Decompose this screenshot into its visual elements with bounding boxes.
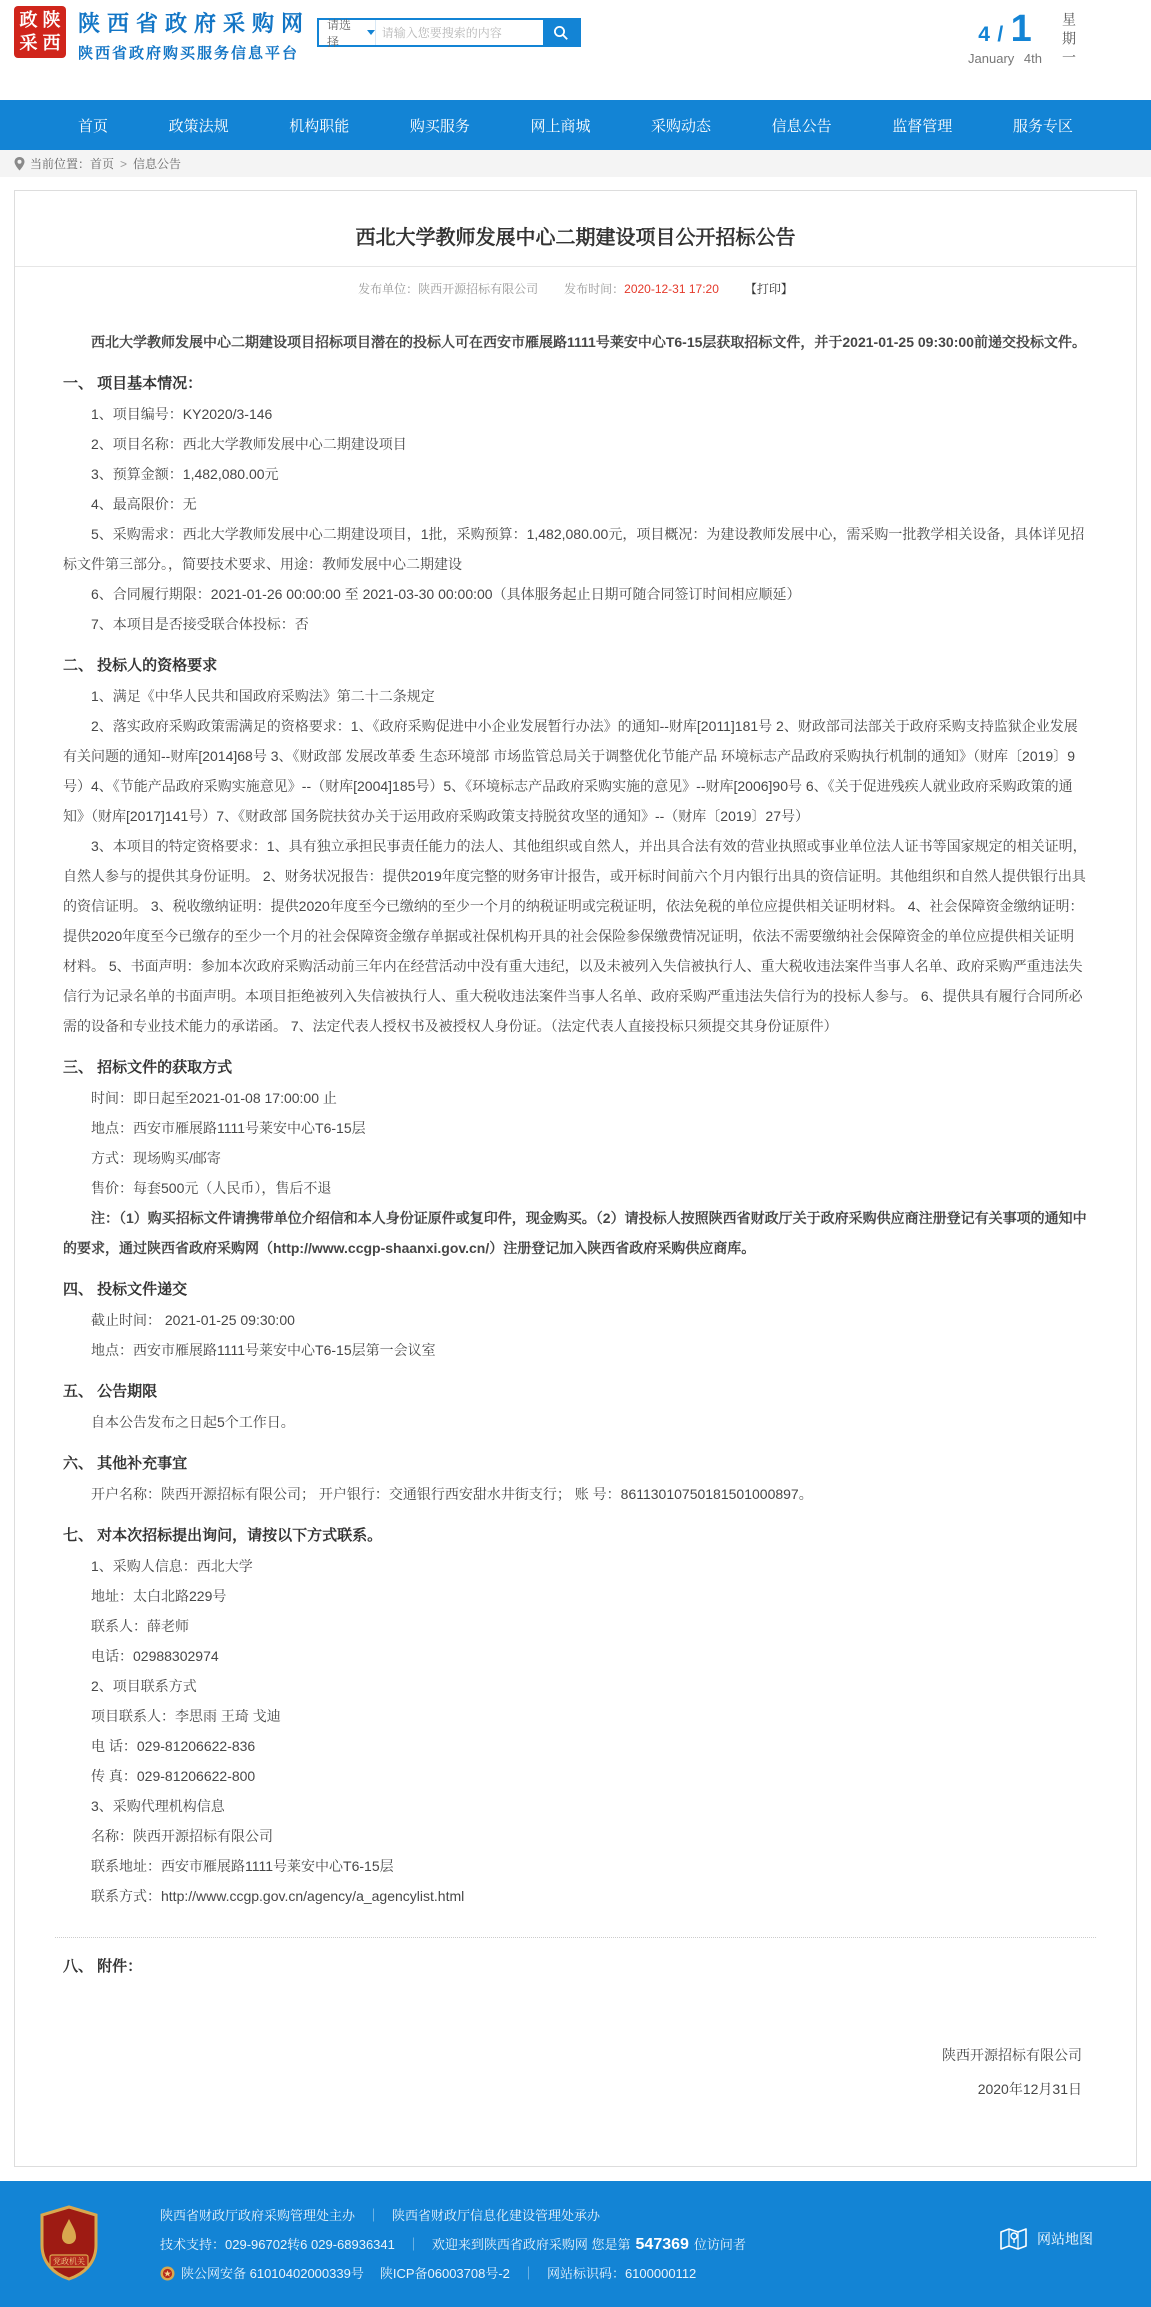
breadcrumb-label: 当前位置：: [30, 157, 91, 171]
section-heading: 八、 附件：: [63, 1958, 143, 1975]
date-day-ordinal: 4th: [1023, 51, 1042, 66]
page-title: 西北大学教师发展中心二期建设项目公开招标公告: [15, 191, 1136, 267]
date-slash: /: [997, 23, 1004, 46]
location-pin-icon: [14, 157, 25, 171]
paragraph: 1、采购人信息：西北大学: [91, 1558, 253, 1574]
tech-support: 技术支持：029-96702转6 029-68936341: [160, 2237, 395, 2252]
badge-label: 党政机关: [53, 2257, 85, 2266]
welcome-prefix: 欢迎来到陕西省政府采购网 您是第: [431, 2237, 631, 2252]
nav-item-8[interactable]: 监督管理: [892, 117, 953, 135]
search-icon: [553, 25, 569, 41]
paragraph: 6、合同履行期限：2021-01-26 00:00:00 至 2021-03-30 00:00:00（具体服务起止日期可随合同签订时间相应顺延）: [91, 586, 801, 602]
announcement-card: [14, 190, 1137, 2167]
paragraph: 3、预算金额：1,482,080.00元: [91, 466, 279, 482]
search-bar: [317, 18, 581, 47]
paragraph: 2、落实政府采购政策需满足的资格要求：1、《政府采购促进中小企业发展暂行办法》的通知--财库[2011]181号 2、财政部司法部关于政府采购支持监狱企业发展有关问题的通知--财库[2014]68号 3、《财政部 发展改革委 生态环境部 市场监管总局关于调整优化节能产品 环境标志产品政府采购执行机制的通知》（财库〔2019〕9号）4、《节能产品政府采购实施意见》--（财库[2004]185号）5、《环境标志产品政府采购实施的意见》--财库[2006]90号 6、《关于促进残疾人就业政府采购政策的通知》（财库[2017]141号）7、《财政部 国务院扶贫办关于运用政府采购政策支持脱贫攻坚的通知》--（财库〔2019〕27号）: [63, 718, 1078, 824]
footer: [0, 2181, 1151, 2307]
paragraph: 地址：太白北路229号: [91, 1588, 227, 1604]
site-logo-seal: [14, 6, 66, 58]
paragraph: 售价：每套500元（人民币），售后不退: [91, 1180, 332, 1196]
sponsor-right: 陕西省财政厅信息化建设管理处承办: [392, 2208, 601, 2223]
main-nav: [0, 100, 1151, 150]
footer-sponsor-line: [160, 2201, 746, 2230]
date-weekday: 星期一: [1061, 12, 1077, 69]
nav-item-3[interactable]: 机构职能: [289, 117, 350, 135]
nav-item-7[interactable]: 信息公告: [771, 117, 832, 135]
nav-item-4[interactable]: 购买服务: [409, 117, 470, 135]
breadcrumb-home-link[interactable]: 首页: [90, 157, 115, 171]
paragraph: 3、采购代理机构信息: [91, 1798, 225, 1814]
logo-char: 陕: [42, 10, 61, 30]
signature-line: 陕西开源招标有限公司: [942, 2047, 1082, 2063]
icp-record-link[interactable]: 陕ICP备06003708号-2: [379, 2266, 510, 2281]
paragraph: 时间：即日起至2021-01-08 17:00:00 止: [91, 1090, 337, 1106]
date-month-number: 4: [978, 23, 990, 46]
visitor-count: 547369: [635, 2236, 689, 2253]
sitemap-icon: [999, 2225, 1029, 2253]
date-month-name: January: [968, 51, 1015, 66]
paragraph: 联系人：薛老师: [91, 1618, 189, 1634]
paragraph: 2、项目联系方式: [91, 1678, 197, 1694]
site-subtitle: 陕西省政府购买服务信息平台: [78, 45, 300, 62]
signature-line: 2020年12月31日: [977, 2081, 1082, 2097]
print-button[interactable]: 【打印】: [744, 282, 793, 296]
paragraph: 联系地址：西安市雁展路1111号莱安中心T6-15层: [91, 1858, 394, 1874]
paragraph: 注：（1）购买招标文件请携带单位介绍信和本人身份证原件或复印件，现金购买。（2）请投标人按照陕西省财政厅关于政府采购供应商注册登记有关事项的通知中的要求，通过陕西省政府采购网（http://www.ccgp-shaanxi.gov.cn/）注册登记加入陕西省政府采购供应商库。: [63, 1210, 1087, 1256]
search-select-label: 请选择: [327, 17, 352, 49]
paragraph: 传 真：029-81206622-800: [91, 1768, 256, 1784]
section-heading: 四、 投标文件递交: [63, 1281, 188, 1298]
chevron-down-icon: [367, 30, 375, 35]
logo-char: 西: [42, 33, 61, 53]
paragraph: 地点：西安市雁展路1111号莱安中心T6-15层第一会议室: [91, 1342, 436, 1358]
footer-separator: ｜: [406, 2237, 420, 2252]
paragraph: 电 话：029-81206622-836: [91, 1738, 256, 1754]
footer-support-line: [160, 2230, 746, 2259]
section-heading: 二、 投标人的资格要求: [63, 657, 218, 674]
site-code: 网站标识码：6100000112: [546, 2266, 697, 2281]
paragraph: 开户名称：陕西开源招标有限公司； 开户银行：交通银行西安甜水井街支行； 账 号：86113010750181501000897。: [91, 1486, 813, 1502]
logo-char: 采: [19, 33, 38, 53]
paragraph: 2、项目名称：西北大学教师发展中心二期建设项目: [91, 436, 407, 452]
nav-item-1[interactable]: 首页: [78, 117, 109, 135]
site-titles: [78, 7, 310, 63]
section-heading: 七、 对本次招标提出询问，请按以下方式联系。: [63, 1527, 383, 1544]
police-record-link[interactable]: 陕公网安备 61010402000339号: [181, 2266, 364, 2281]
footer-info: [160, 2201, 746, 2288]
nav-item-2[interactable]: 政策法规: [168, 117, 229, 135]
paragraph: 项目联系人：李思雨 王琦 戈迪: [91, 1708, 281, 1724]
search-input[interactable]: [376, 20, 543, 45]
welcome-suffix: 位访问者: [693, 2237, 746, 2252]
dotted-divider: [55, 1937, 1096, 1938]
date-day-number: 1: [1010, 8, 1032, 50]
paragraph: 联系方式：http://www.ccgp.gov.cn/agency/a_agencylist.html: [91, 1888, 465, 1904]
publish-time-label: 发布时间：: [564, 282, 625, 296]
footer-separator: ｜: [367, 2208, 381, 2223]
footer-separator: ｜: [521, 2266, 535, 2281]
publisher-label: 发布单位：: [358, 282, 419, 296]
search-button[interactable]: [543, 20, 579, 45]
paragraph: 方式：现场购买/邮寄: [91, 1150, 221, 1166]
sitemap-label: 网站地图: [1037, 2231, 1093, 2247]
gov-shield-icon: [38, 2205, 100, 2281]
section-heading: 六、 其他补充事宜: [63, 1455, 188, 1472]
paragraph: 地点：西安市雁展路1111号莱安中心T6-15层: [91, 1120, 366, 1136]
sponsor-left: 陕西省财政厅政府采购管理处主办: [160, 2208, 356, 2223]
paragraph: 西北大学教师发展中心二期建设项目招标项目潜在的投标人可在西安市雁展路1111号莱安中心T6-15层获取招标文件，并于2021-01-25 09:30:00前递交投标文件。: [91, 334, 1086, 350]
breadcrumb-separator: >: [120, 156, 128, 171]
publish-time-value: 2020-12-31 17:20: [624, 282, 719, 296]
paragraph: 自本公告发布之日起5个工作日。: [91, 1414, 295, 1430]
nav-item-6[interactable]: 采购动态: [651, 117, 712, 135]
section-heading: 五、 公告期限: [63, 1383, 158, 1400]
paragraph: 5、采购需求：西北大学教师发展中心二期建设项目，1批，采购预算：1,482,080.00元，项目概况：为建设教师发展中心，需采购一批教学相关设备，具体详见招标文件第三部分。，简要技术要求、用途：教师发展中心二期建设: [63, 526, 1085, 572]
section-heading: 三、 招标文件的获取方式: [63, 1059, 233, 1076]
paragraph: 1、满足《中华人民共和国政府采购法》第二十二条规定: [91, 688, 435, 704]
paragraph: 3、本项目的特定资格要求：1、具有独立承担民事责任能力的法人、其他组织或自然人，并出具合法有效的营业执照或事业单位法人证书等国家规定的相关证明，自然人参与的提供其身份证明。 2、财务状况报告：提供2019年度完整的财务审计报告，或开标时间前六个月内银行出具的资信证明。其他组织和自然人提供银行出具的资信证明。 3、税收缴纳证明：提供2020年度至今已缴纳的至少一个月的纳税证明或完税证明，依法免税的单位应提供相关证明材料。 4、社会保障资金缴纳证明：提供2020年度至今已缴存的至少一个月的社会保障资金缴存单据或社保机构开具的社会保险参保缴费情况证明，依法不需要缴纳社会保障资金的单位应提供相关证明材料。 5、书面声明：参加本次政府采购活动前三年内在经营活动中没有重大违纪，以及未被列入失信被执行人、重大税收违法案件当事人名单、政府采购严重违法失信行为记录名单的书面声明。本项目拒绝被列入失信被执行人、重大税收违法案件当事人名单、政府采购严重违法失信行为的投标人参与。 6、提供具有履行合同所必需的设备和专业技术能力的承诺函。 7、法定代表人授权书及被授权人身份证。（法定代表人直接投标只须提交其身份证原件）: [63, 838, 1087, 1034]
breadcrumb-current: 信息公告: [133, 157, 182, 171]
paragraph: 名称：陕西开源招标有限公司: [91, 1828, 273, 1844]
date-widget: [965, 8, 1119, 69]
sitemap-button[interactable]: [999, 2225, 1093, 2253]
paragraph: 1、项目编号：KY2020/3-146: [91, 406, 273, 422]
logo-char: 政: [19, 10, 38, 30]
breadcrumb: [0, 150, 1151, 177]
article-meta: [63, 267, 1088, 301]
site-title: 陕西省政府采购网: [78, 11, 311, 36]
search-category-select[interactable]: [319, 17, 376, 49]
article-body: [63, 327, 1088, 2106]
nav-item-5[interactable]: 网上商城: [530, 117, 591, 135]
paragraph: 电话：02988302974: [91, 1648, 219, 1664]
section-heading: 一、 项目基本情况：: [63, 375, 203, 392]
publisher-value: 陕西开源招标有限公司: [418, 282, 539, 296]
top-bar: [0, 0, 1151, 100]
paragraph: 7、本项目是否接受联合体投标：否: [91, 616, 309, 632]
nav-item-9[interactable]: 服务专区: [1012, 117, 1073, 135]
paragraph: 截止时间： 2021-01-25 09:30:00: [91, 1312, 295, 1328]
paragraph: 4、最高限价：无: [91, 496, 197, 512]
